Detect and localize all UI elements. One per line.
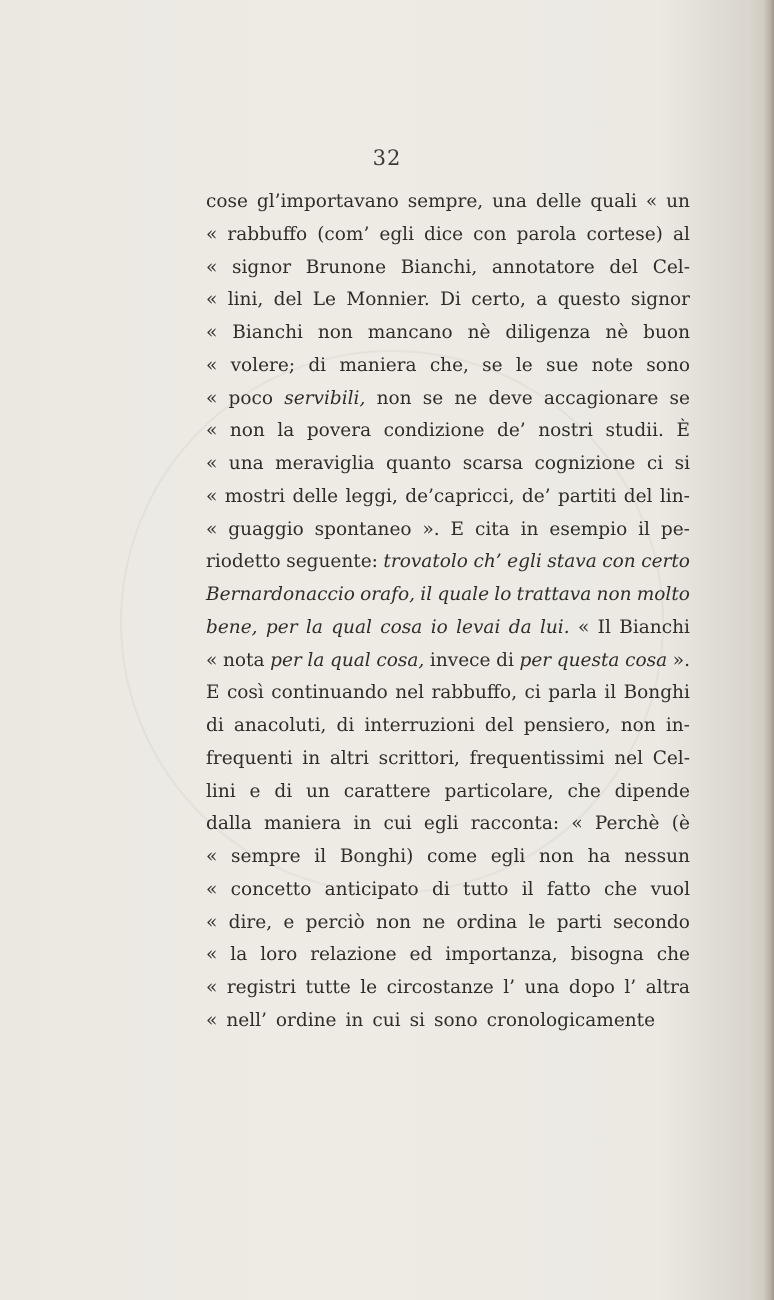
word: di	[431, 878, 450, 900]
word: signor	[231, 256, 292, 278]
word: il	[638, 518, 650, 540]
word: stava	[547, 551, 597, 573]
text-line	[206, 645, 690, 678]
word: nostri	[538, 420, 593, 442]
page-edge-shadow	[764, 0, 774, 1300]
word: nota	[222, 649, 265, 671]
word: e	[283, 911, 295, 933]
word: vuol	[650, 878, 690, 900]
word: delle	[535, 191, 582, 212]
word: «	[206, 387, 218, 409]
word: sono	[646, 354, 690, 376]
word: egli	[379, 223, 414, 245]
word: parola	[516, 223, 577, 245]
word: per	[519, 649, 552, 671]
word: de’	[497, 420, 526, 442]
word: maniera	[263, 813, 342, 835]
word: quanto	[386, 453, 452, 474]
word: l’	[624, 977, 637, 998]
word: Cel-	[652, 747, 690, 769]
word: ci	[524, 682, 541, 704]
word: lini	[206, 780, 236, 802]
word: «	[571, 813, 583, 835]
word: qual	[330, 649, 371, 671]
word: ci	[646, 453, 664, 474]
word: Le	[312, 289, 336, 311]
word: non	[376, 911, 411, 933]
text-line	[206, 514, 690, 547]
word: maniera	[339, 354, 417, 376]
word: continuando	[271, 682, 388, 704]
word: a	[536, 289, 548, 311]
word: «	[206, 223, 218, 245]
word: cosa,	[376, 649, 425, 671]
text-line	[206, 481, 690, 514]
word: dice	[424, 223, 464, 245]
word: scrittori,	[378, 747, 460, 769]
word: Bianchi	[232, 322, 303, 343]
word: invece	[429, 649, 491, 671]
word: esempio	[549, 518, 628, 540]
word: riodetto	[206, 551, 281, 573]
word: non	[596, 584, 632, 605]
word: «	[206, 911, 218, 933]
word: le	[360, 977, 378, 998]
text-line	[206, 252, 690, 285]
word: nel	[395, 682, 425, 704]
word: cosa	[380, 616, 423, 638]
text-line	[206, 186, 690, 219]
word: un	[666, 191, 690, 212]
word: non	[620, 715, 656, 736]
word: È	[676, 420, 690, 442]
word: ».	[672, 649, 690, 671]
word: Di	[440, 289, 461, 311]
word: Monnier.	[346, 289, 430, 311]
word: cui	[383, 813, 412, 835]
word: di	[274, 780, 293, 802]
word: signor	[630, 289, 690, 311]
text-line	[206, 743, 690, 776]
word: condizione	[383, 420, 485, 442]
word: «	[645, 191, 658, 212]
word: che,	[429, 354, 469, 376]
word: studii.	[605, 420, 664, 442]
word: dipende	[614, 780, 690, 802]
word: altra	[645, 977, 690, 998]
word: «	[206, 322, 218, 343]
text-line	[206, 350, 690, 383]
word: una	[228, 453, 264, 474]
word: le	[528, 911, 546, 933]
text-line	[206, 284, 690, 317]
word: mostri	[224, 485, 286, 507]
word: lo	[494, 584, 512, 605]
word: parla	[548, 682, 597, 704]
word: per	[265, 616, 298, 638]
word: questa	[556, 649, 620, 671]
text-line	[206, 317, 690, 350]
word: non	[376, 387, 412, 409]
word: una	[524, 977, 560, 998]
word: «	[206, 846, 218, 867]
text-line	[206, 383, 690, 416]
word: sempre	[231, 846, 301, 867]
word: E	[206, 682, 220, 704]
word: nè	[467, 322, 491, 343]
text-line	[206, 939, 690, 972]
word: quale	[437, 584, 490, 605]
word: Bonghi	[623, 682, 690, 704]
word: bisogna	[570, 944, 644, 966]
word: «	[206, 420, 218, 442]
word: in	[353, 813, 372, 835]
word: orafo,	[360, 584, 416, 605]
word: Il	[597, 616, 611, 638]
word: ch’	[473, 551, 502, 573]
word: bene,	[206, 616, 258, 638]
word: anticipato	[324, 878, 419, 900]
word: in	[302, 747, 321, 769]
word: del	[484, 715, 514, 736]
word: l’	[503, 977, 516, 998]
word: se	[482, 354, 503, 376]
word: nel	[614, 747, 644, 769]
text-line	[206, 415, 690, 448]
word: sono	[433, 1009, 478, 1031]
word: «	[206, 1009, 218, 1031]
word: certo,	[471, 289, 526, 311]
word: ha	[587, 846, 611, 867]
word: deve	[488, 387, 533, 409]
word: «	[206, 878, 218, 900]
word: note	[591, 354, 634, 376]
word: cortese)	[586, 223, 663, 245]
word: nessun	[624, 846, 690, 867]
word: sue	[546, 354, 579, 376]
word: povera	[306, 420, 372, 442]
word: mancano	[367, 322, 453, 343]
word: (è	[671, 813, 690, 835]
word: ».	[422, 518, 440, 540]
word: tutte	[305, 977, 351, 998]
word: se	[669, 387, 690, 409]
word: dalla	[206, 813, 252, 835]
word: nè	[605, 322, 629, 343]
word: cita	[474, 518, 510, 540]
word: questo	[557, 289, 621, 311]
text-line	[206, 841, 690, 874]
text-line	[206, 972, 690, 1005]
text-line	[206, 546, 690, 579]
word: Bianchi	[619, 616, 690, 638]
word: si	[409, 1009, 425, 1031]
word: come	[427, 846, 478, 867]
word: egli	[507, 551, 542, 573]
word: «	[206, 649, 218, 671]
word: de’	[521, 485, 551, 507]
text-line	[206, 710, 690, 743]
word: il	[420, 584, 433, 605]
word: lin-	[659, 485, 690, 507]
word: perciò	[305, 911, 365, 933]
word: di	[336, 715, 355, 736]
word: di	[206, 715, 224, 736]
word: del	[623, 485, 653, 507]
word: frequenti	[206, 747, 293, 769]
word: interruzioni	[364, 715, 475, 736]
word: ordina	[456, 911, 518, 933]
word: importanza,	[445, 944, 558, 966]
word: Bianchi,	[400, 256, 478, 278]
word: gl’importavano	[256, 191, 399, 212]
text-line	[206, 579, 690, 612]
word: Bernardonaccio	[206, 584, 355, 605]
word: racconta:	[470, 813, 560, 835]
word: per	[270, 649, 302, 671]
text-line	[206, 776, 690, 809]
word: carattere	[343, 780, 431, 802]
word: rabbuffo	[227, 223, 308, 245]
word: le	[515, 354, 533, 376]
word: registri	[226, 977, 297, 998]
word: al	[672, 223, 690, 245]
word: «	[206, 453, 218, 474]
word: che	[604, 878, 638, 900]
word: volere;	[230, 354, 296, 376]
word: diligenza	[505, 322, 591, 343]
word: Perchè	[594, 813, 660, 835]
word: cosa	[625, 649, 668, 671]
word: con	[473, 223, 507, 245]
word: in	[345, 1009, 364, 1031]
word: servibili,	[284, 387, 366, 409]
word: buon	[643, 322, 690, 343]
page-number: 32	[372, 146, 402, 170]
word: sempre,	[407, 191, 484, 212]
word: cognizione	[534, 453, 636, 474]
word: relazione	[310, 944, 397, 966]
word: annotatore	[491, 256, 595, 278]
word: il	[521, 878, 534, 900]
word: lui.	[539, 616, 570, 638]
word: ne	[454, 387, 478, 409]
word: «	[206, 256, 218, 278]
word: non	[229, 420, 265, 442]
word: in	[520, 518, 539, 540]
word: lini,	[227, 289, 264, 311]
word: la	[230, 944, 248, 966]
text-line	[206, 874, 690, 907]
word: meraviglia	[275, 453, 375, 474]
word: pe-	[660, 518, 690, 540]
word: Bonghi)	[339, 846, 414, 867]
word: E	[450, 518, 465, 540]
word: ed	[409, 944, 433, 966]
word: si	[674, 453, 690, 474]
word: parti	[556, 911, 602, 933]
word: fatto	[546, 878, 591, 900]
word: un	[306, 780, 330, 802]
word: così	[226, 682, 264, 704]
word: accagionare	[543, 387, 659, 409]
word: la	[277, 420, 295, 442]
word: molto	[636, 584, 690, 605]
word: il	[314, 846, 327, 867]
word: loro	[260, 944, 298, 966]
word: (com’	[317, 223, 370, 245]
word: frequentissimi	[469, 747, 605, 769]
word: che	[567, 780, 601, 802]
word: «	[206, 977, 218, 998]
word: da	[508, 616, 532, 638]
text-line	[206, 1005, 690, 1038]
word: seguente:	[286, 551, 378, 573]
word: del	[609, 256, 639, 278]
word: rabbuffo,	[431, 682, 518, 704]
word: pensiero,	[523, 715, 611, 736]
word: il	[604, 682, 617, 704]
word: egli	[423, 813, 459, 835]
word: di	[496, 649, 514, 671]
word: «	[577, 616, 590, 638]
word: levai	[456, 616, 501, 638]
word: la	[307, 649, 325, 671]
word: qual	[331, 616, 372, 638]
word: io	[430, 616, 448, 638]
word: anacoluti,	[233, 715, 327, 736]
word: «	[206, 354, 218, 376]
word: dire,	[228, 911, 273, 933]
word: e	[249, 780, 261, 802]
word: ordine	[275, 1009, 337, 1031]
word: scarsa	[462, 453, 524, 474]
word: delle	[292, 485, 339, 507]
word: che	[656, 944, 690, 966]
word: poco	[228, 387, 274, 409]
word: «	[206, 944, 218, 966]
text-line	[206, 219, 690, 252]
word: una	[492, 191, 527, 212]
word: di	[308, 354, 327, 376]
word: non	[539, 846, 574, 867]
text-line	[206, 907, 690, 940]
word: egli	[490, 846, 526, 867]
word: altri	[329, 747, 369, 769]
word: quali	[590, 191, 637, 212]
word: concetto	[230, 878, 312, 900]
word: «	[206, 485, 218, 507]
word: del	[273, 289, 303, 311]
word: cui	[372, 1009, 401, 1031]
word: tutto	[463, 878, 509, 900]
word: la	[305, 616, 323, 638]
word: con	[602, 551, 636, 573]
word: ne	[422, 911, 446, 933]
word: partiti	[557, 485, 617, 507]
word: spontaneo	[314, 518, 412, 540]
word: certo	[641, 551, 690, 573]
word: in-	[665, 715, 690, 736]
word: cronologicamente	[486, 1009, 656, 1031]
text-line	[206, 677, 690, 710]
word: guaggio	[228, 518, 304, 540]
word: se	[422, 387, 444, 409]
text-line	[206, 448, 690, 481]
body-text	[206, 186, 690, 1038]
word: leggi,	[345, 485, 398, 507]
word: de’capricci,	[405, 485, 515, 507]
word: non	[317, 322, 353, 343]
word: Cel-	[652, 256, 690, 278]
word: circostanze	[386, 977, 494, 998]
word: Brunone	[305, 256, 387, 278]
word: trattava	[516, 584, 592, 605]
word: cose	[206, 191, 248, 212]
word: nell’	[226, 1009, 267, 1031]
word: secondo	[613, 911, 690, 933]
text-line	[206, 808, 690, 841]
word: dopo	[568, 977, 615, 998]
text-line	[206, 612, 690, 645]
word: particolare,	[444, 780, 554, 802]
word: «	[206, 289, 218, 311]
word: «	[206, 518, 218, 540]
word: trovatolo	[383, 551, 468, 573]
